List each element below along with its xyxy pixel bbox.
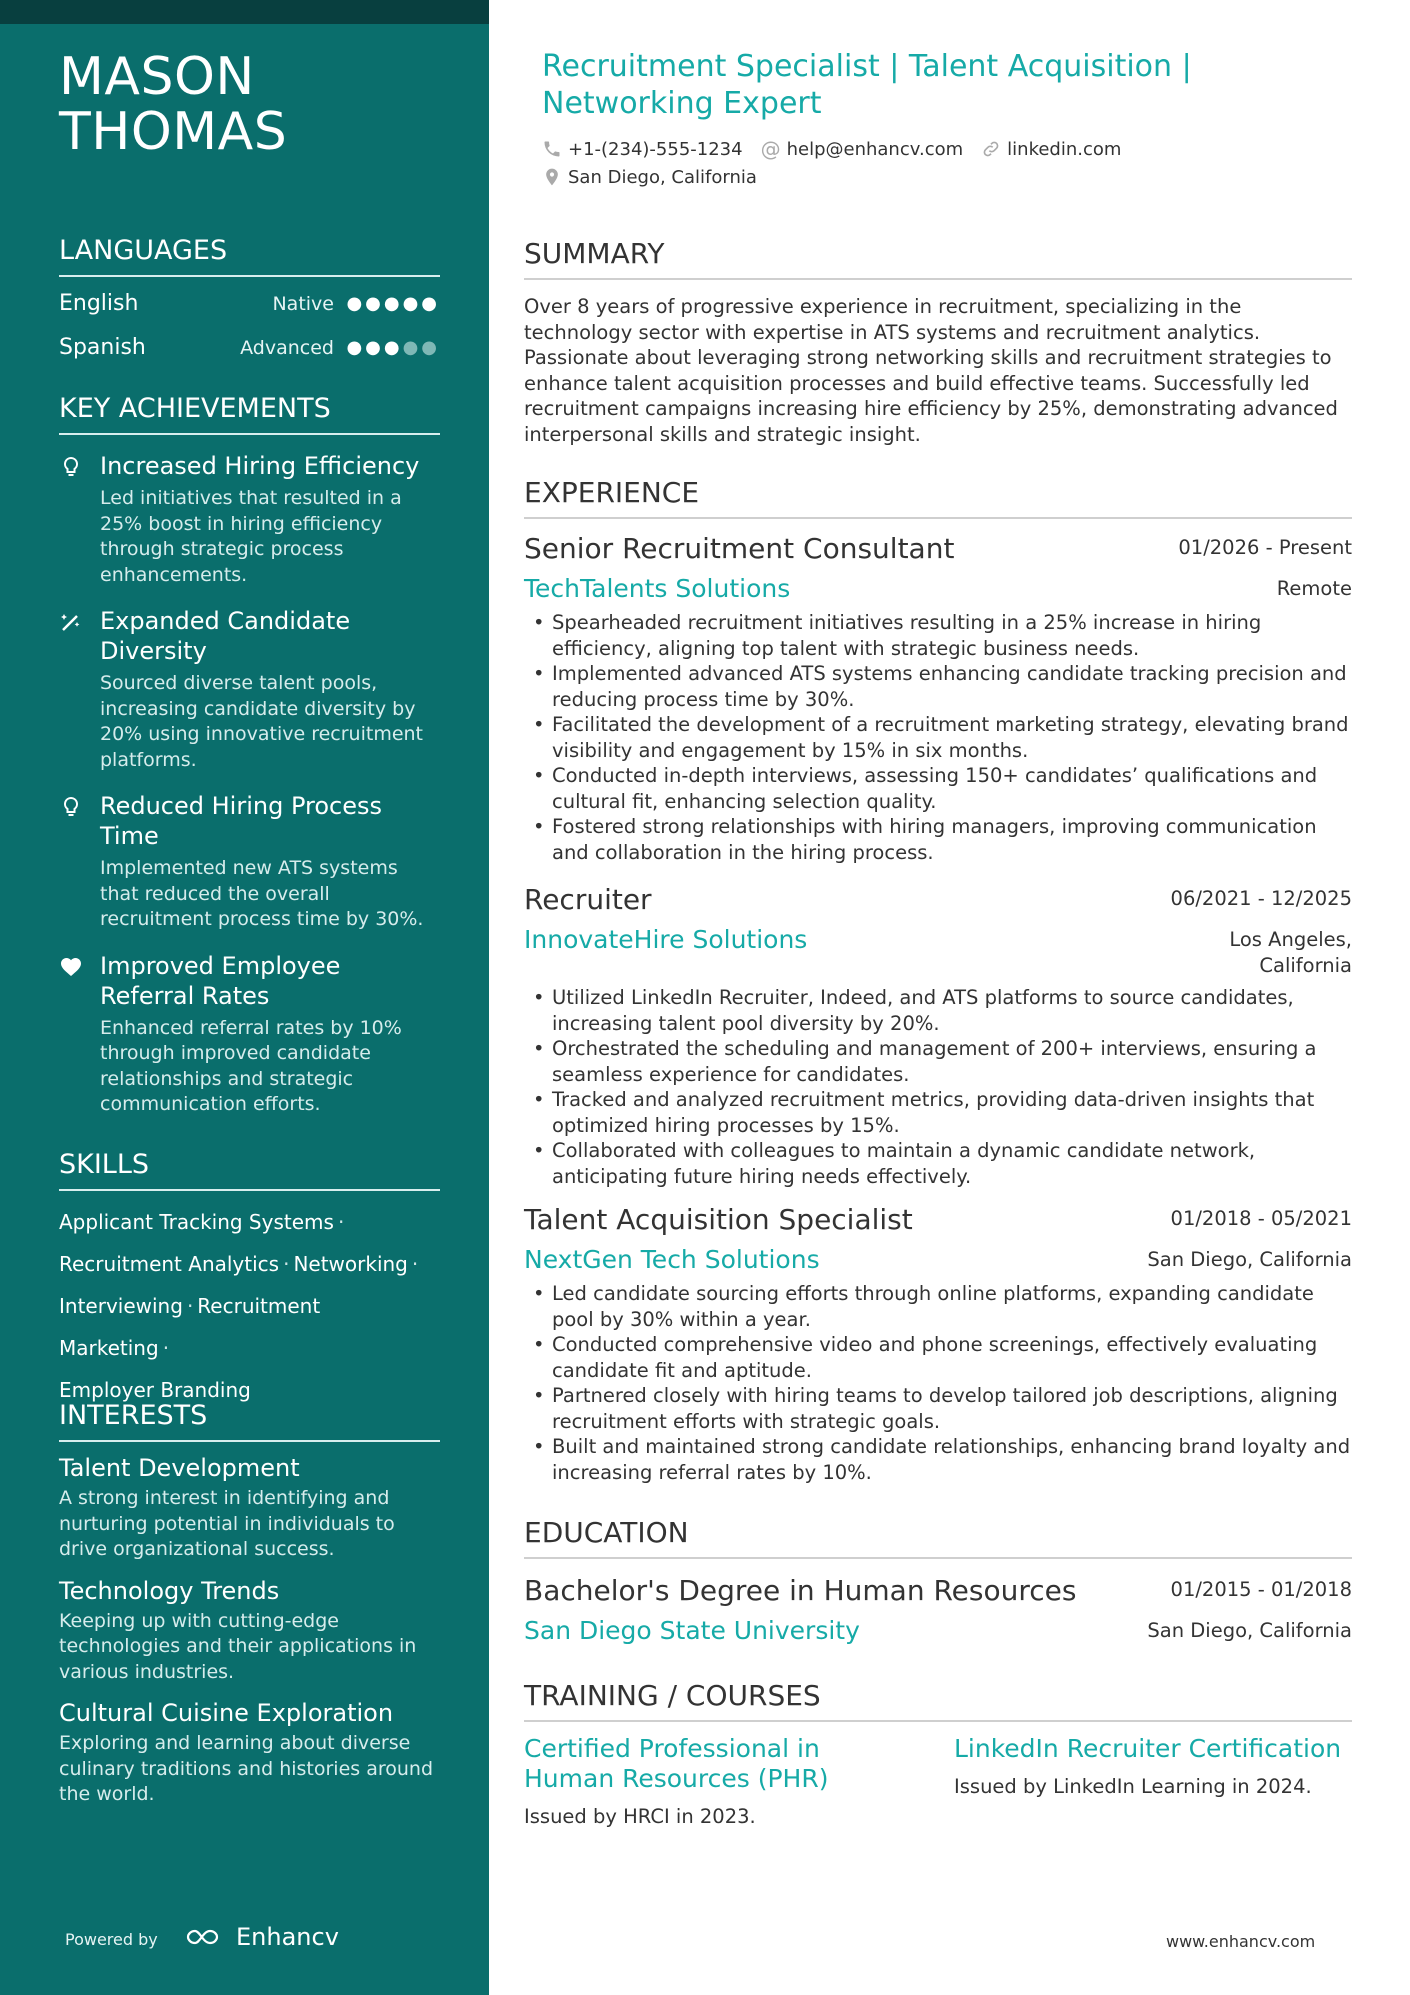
skill-item: Interviewing	[59, 1294, 183, 1318]
job-title: Talent Acquisition Specialist	[524, 1203, 913, 1236]
job-bullets	[524, 610, 1352, 865]
training-item-title: LinkedIn Recruiter Certification	[954, 1734, 1342, 1763]
enhancv-logo[interactable]	[184, 1923, 339, 1951]
location-item	[542, 167, 757, 188]
job-location: Los Angeles, California	[1229, 928, 1352, 977]
education-entry	[524, 1574, 1352, 1652]
skill-item: Employer Branding	[59, 1378, 251, 1402]
achievement-item	[59, 451, 440, 588]
job-dates: 01/2026 - Present	[1178, 536, 1352, 559]
interest-item	[59, 1575, 440, 1686]
training-item	[524, 1734, 914, 1830]
achievement-title: Expanded Candidate Diversity	[100, 607, 351, 665]
languages-section	[59, 233, 440, 375]
magic-wand-icon	[59, 610, 83, 634]
language-item	[59, 331, 440, 375]
interest-desc: Keeping up with cutting-edge technologies and their applications in various industries.	[59, 1609, 417, 1683]
heart-icon	[59, 955, 83, 979]
interest-desc: A strong interest in identifying and nurturing potential in individuals to drive organizational success.	[59, 1487, 395, 1560]
skill-item: Applicant Tracking Systems	[59, 1210, 334, 1234]
sidebar-top-bar	[0, 0, 489, 24]
language-dots: ●●●●●	[346, 293, 440, 314]
job-title: Senior Recruitment Consultant	[524, 532, 955, 565]
company-name: NextGen Tech Solutions	[524, 1245, 820, 1274]
achievement-item	[59, 791, 440, 933]
training-section	[524, 1734, 1352, 1854]
interest-title: Talent Development	[59, 1454, 300, 1482]
job-location: San Diego, California	[1147, 1248, 1352, 1271]
link-icon	[981, 139, 1001, 159]
headline-line: Networking Expert	[542, 86, 822, 121]
headline-line: Recruitment Specialist | Talent Acquisition |	[542, 49, 1192, 84]
language-name: English	[59, 291, 139, 316]
first-name: MASON	[59, 47, 255, 107]
achievement-desc: Led initiatives that resulted in a 25% boost in hiring efficiency through strategic process enhancements.	[100, 487, 402, 586]
skill-item: Recruitment Analytics	[59, 1252, 280, 1276]
bullet-item: • Fostered strong relationships with hiring managers, improving communication and collaboration in the hiring process.	[552, 814, 1352, 865]
interests-title: INTERESTS	[59, 1398, 440, 1442]
powered-by-label: Powered by	[65, 1930, 158, 1949]
interest-desc: Exploring and learning about diverse culinary traditions and histories around the world.	[59, 1732, 434, 1805]
company-name: InnovateHire Solutions	[524, 925, 808, 954]
language-name: Spanish	[59, 335, 146, 360]
job-bullets	[524, 985, 1352, 1189]
linkedin-text: linkedin.com	[1007, 138, 1122, 160]
training-item-title: Certified Professional in Human Resources (PHR)	[524, 1734, 829, 1793]
phone-icon	[542, 139, 562, 159]
job-entry	[524, 883, 1352, 1189]
lightbulb-icon	[59, 795, 83, 819]
achievement-title: Improved Employee Referral Rates	[100, 951, 341, 1010]
job-title: Recruiter	[524, 883, 652, 916]
summary-text: Over 8 years of progressive experience in recruitment, specializing in the technology sector with expertise in ATS systems and recruitment analytics. Passionate about leveraging strong networking skills and recruitment strategies to enhance talent acquisition processes and build effective teams. Successfully led recruitment campaigns increasing hire efficiency by 25%, demonstrating advanced interpersonal skills and strategic insight.	[524, 295, 1338, 446]
achievement-title: Reduced Hiring Process Time	[100, 792, 382, 850]
lightbulb-icon	[59, 455, 83, 479]
training-item-desc: Issued by LinkedIn Learning in 2024.	[954, 1775, 1312, 1798]
infinity-icon	[184, 1925, 228, 1949]
location-text: San Diego, California	[568, 166, 757, 188]
bullet-item: • Built and maintained strong candidate relationships, enhancing brand loyalty and increasing referral rates by 10%.	[552, 1434, 1352, 1485]
sidebar	[0, 0, 489, 1995]
job-dates: 01/2018 - 05/2021	[1170, 1207, 1352, 1230]
skill-item: Recruitment Marketing	[59, 1294, 321, 1360]
job-entry	[524, 1203, 1352, 1485]
last-name: THOMAS	[59, 102, 288, 162]
contact-info	[542, 135, 1121, 191]
education-location: San Diego, California	[1147, 1619, 1352, 1642]
summary-title: SUMMARY	[524, 236, 1352, 280]
language-item	[59, 287, 440, 331]
bullet-item: • Orchestrated the scheduling and management of 200+ interviews, ensuring a seamless experience for candidates.	[552, 1036, 1352, 1087]
skill-item: Networking	[293, 1252, 408, 1276]
linkedin-item[interactable]	[981, 139, 1121, 160]
job-location: Remote	[1276, 577, 1352, 600]
bullet-item: • Utilized LinkedIn Recruiter, Indeed, and ATS platforms to source candidates, increasing talent pool diversity by 20%.	[552, 985, 1352, 1036]
bullet-item: • Tracked and analyzed recruitment metrics, providing data-driven insights that optimized hiring processes by 15%.	[552, 1087, 1352, 1138]
language-dots: ●●●●●	[346, 337, 440, 358]
experience-title: EXPERIENCE	[524, 475, 1352, 519]
email-item[interactable]	[761, 137, 964, 161]
bullet-item: • Facilitated the development of a recruitment marketing strategy, elevating brand visibility and engagement by 15% in six months.	[552, 712, 1352, 763]
languages-title: LANGUAGES	[59, 233, 440, 277]
language-level: Native	[272, 293, 334, 315]
interest-title: Cultural Cuisine Exploration	[59, 1699, 394, 1727]
achievements-section	[59, 391, 440, 1136]
degree-title: Bachelor's Degree in Human Resources	[524, 1574, 1077, 1607]
footer-url[interactable]: www.enhancv.com	[1166, 1932, 1316, 1951]
skills-section: SKILLS Applicant Tracking Systems · Recruitment Analytics · Networking · Interviewing · Recruitment Marketing · Employer Branding	[59, 1147, 440, 1411]
interest-item	[59, 1697, 440, 1808]
bullet-item: • Collaborated with colleagues to maintain a dynamic candidate network, anticipating future hiring needs effectively.	[552, 1138, 1352, 1189]
interest-title: Technology Trends	[59, 1576, 280, 1605]
email-text: help@enhancv.com	[786, 138, 964, 160]
achievement-title: Increased Hiring Efficiency	[100, 452, 420, 480]
phone-text: +1-(234)-555-1234	[568, 138, 743, 160]
training-title: TRAINING / COURSES	[524, 1678, 1352, 1722]
phone-item[interactable]	[542, 139, 743, 160]
achievement-item	[59, 951, 440, 1118]
job-dates: 06/2021 - 12/2025	[1170, 887, 1352, 910]
bullet-item: • Partnered closely with hiring teams to develop tailored job descriptions, aligning recruitment efforts with strategic goals.	[552, 1383, 1352, 1434]
bullet-item: • Led candidate sourcing efforts through online platforms, expanding candidate pool by 30% within a year.	[552, 1281, 1352, 1332]
location-pin-icon	[542, 167, 562, 187]
achievements-title: KEY ACHIEVEMENTS	[59, 391, 440, 435]
brand-name: Enhancv	[236, 1923, 339, 1951]
company-name: TechTalents Solutions	[524, 574, 791, 603]
education-dates: 01/2015 - 01/2018	[1170, 1578, 1352, 1601]
at-icon: @	[760, 137, 781, 161]
achievement-item	[59, 606, 440, 773]
bullet-item: • Implemented advanced ATS systems enhancing candidate tracking precision and reducing process time by 30%.	[552, 661, 1352, 712]
language-level: Advanced	[240, 337, 334, 359]
interest-item	[59, 1452, 440, 1563]
interests-section	[59, 1398, 440, 1808]
school-name: San Diego State University	[524, 1616, 860, 1645]
job-entry	[524, 532, 1352, 865]
training-item	[954, 1734, 1344, 1800]
education-title: EDUCATION	[524, 1515, 1352, 1559]
job-bullets	[524, 1281, 1352, 1485]
bullet-item: • Spearheaded recruitment initiatives resulting in a 25% increase in hiring efficiency, aligning top talent with strategic business needs.	[552, 610, 1352, 661]
bullet-item: • Conducted in-depth interviews, assessing 150+ candidates’ qualifications and cultural fit, enhancing selection quality.	[552, 763, 1352, 814]
achievement-desc: Implemented new ATS systems that reduced the overall recruitment process time by 30%.	[100, 857, 424, 930]
bullet-item: • Conducted comprehensive video and phone screenings, effectively evaluating candidate fit and aptitude.	[552, 1332, 1352, 1383]
headline	[542, 48, 1242, 122]
skills-title: SKILLS	[59, 1147, 440, 1191]
achievement-desc: Sourced diverse talent pools, increasing candidate diversity by 20% using innovative recruitment platforms.	[100, 672, 424, 771]
achievement-desc: Enhanced referral rates by 10% through improved candidate relationships and strategic communication efforts.	[100, 1016, 402, 1115]
training-item-desc: Issued by HRCI in 2023.	[524, 1805, 756, 1828]
candidate-name	[59, 47, 288, 162]
